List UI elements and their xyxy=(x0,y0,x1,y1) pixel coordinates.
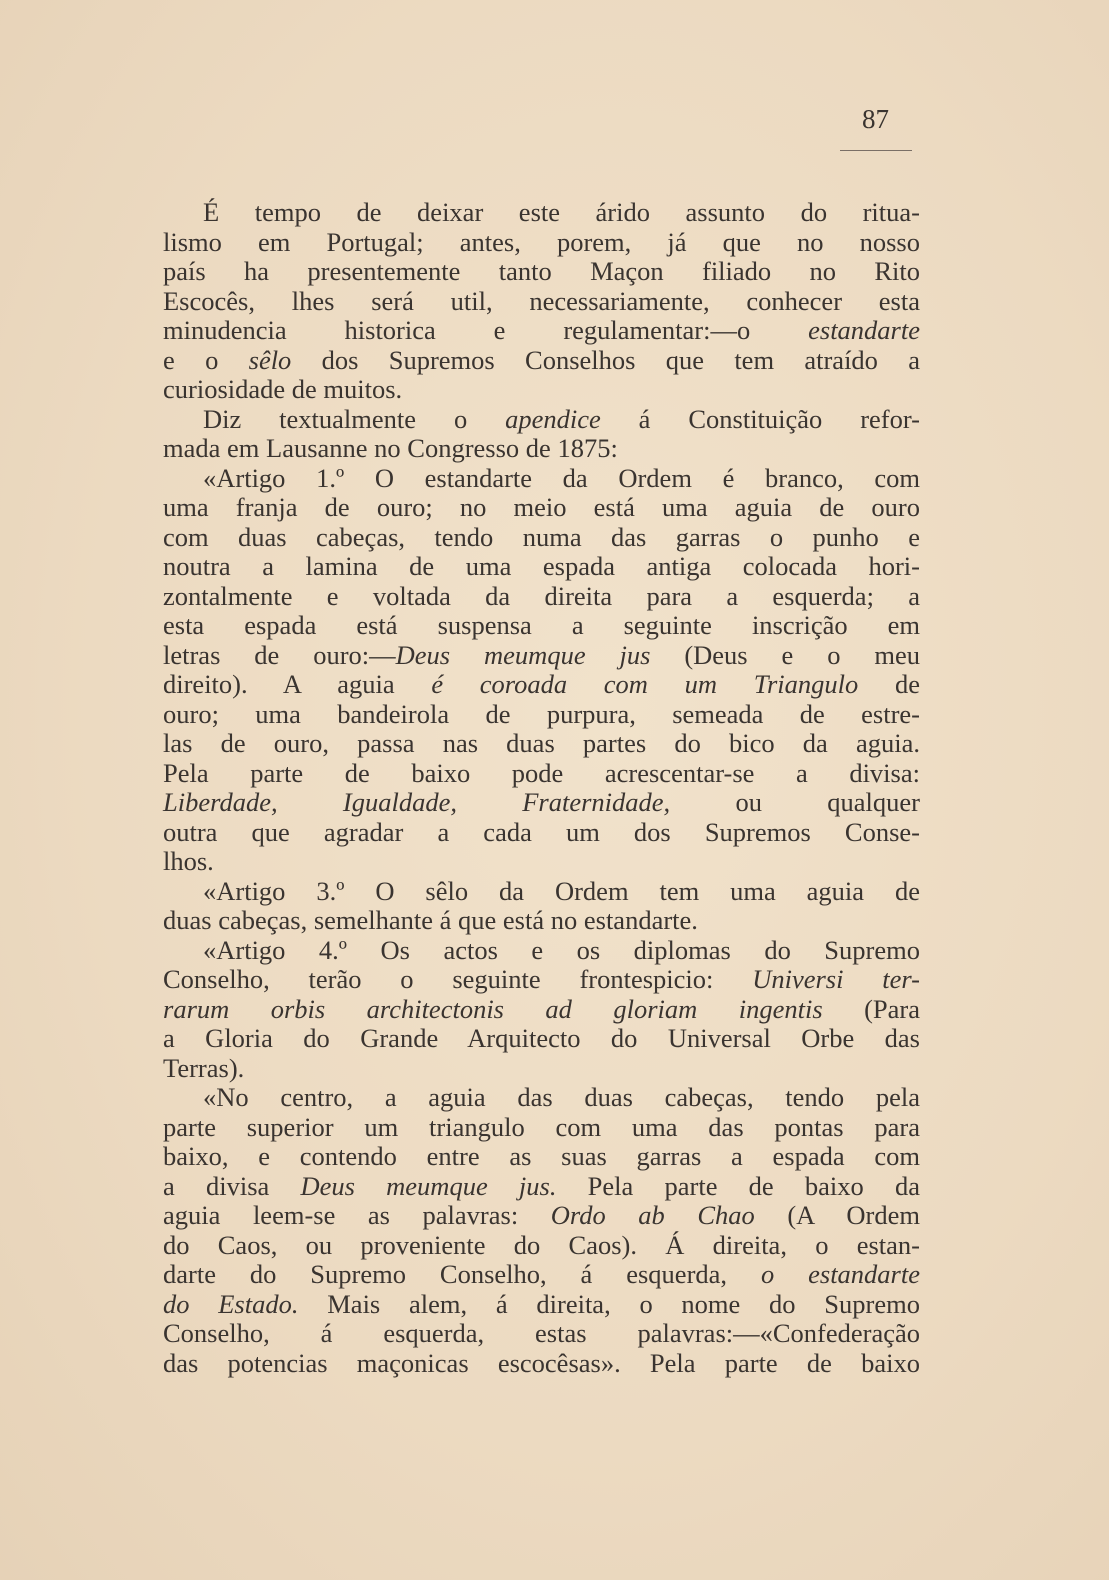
text-span: Escocês, lhes será util, necessariamente, conhecer esta xyxy=(163,285,920,316)
text-line xyxy=(163,198,920,228)
text-span: parte superior um triangulo com uma das pontas para xyxy=(163,1111,920,1142)
body-text xyxy=(163,198,920,1378)
text-line xyxy=(163,552,920,582)
text-line xyxy=(163,287,920,317)
text-span: baixo, e contendo entre as suas garras a espada com xyxy=(163,1141,920,1171)
text-span: do Caos, ou proveniente do Caos). Á direita, o estan- xyxy=(163,1229,920,1260)
header-rule xyxy=(840,150,912,151)
text-line xyxy=(163,1319,920,1349)
text-span: duas cabeças, semelhante á que está no estandarte. xyxy=(163,905,698,935)
text-line xyxy=(163,877,920,907)
text-span: Mais alem, á direita, o nome do Supremo xyxy=(298,1288,920,1319)
text-line xyxy=(163,759,920,789)
text-line xyxy=(163,405,920,435)
text-span: «No centro, a aguia das duas cabeças, tendo pela xyxy=(203,1082,920,1112)
text-span: Pela parte de baixo da xyxy=(556,1170,921,1201)
page-number: 87 xyxy=(862,104,889,134)
text-span: «Artigo 1.º O estandarte da Ordem é branco, com xyxy=(203,462,920,493)
text-line xyxy=(163,1260,920,1290)
text-span: letras de ouro:— xyxy=(163,639,396,670)
text-line xyxy=(163,1231,920,1261)
text-span: curiosidade de muitos. xyxy=(163,374,403,404)
text-span: direito). A aguia xyxy=(163,669,432,699)
text-span: com duas cabeças, tendo numa das garras o punho e xyxy=(163,521,920,552)
text-line xyxy=(163,1083,920,1113)
text-line xyxy=(163,316,920,346)
text-span: zontalmente e voltada da direita para a esquerda; a xyxy=(163,580,920,611)
text-line xyxy=(163,936,920,966)
text-line xyxy=(163,1201,920,1231)
italic-text: do Estado. xyxy=(163,1288,299,1319)
text-span: (Para xyxy=(822,993,921,1024)
italic-text: Universi ter- xyxy=(752,964,920,994)
text-line xyxy=(163,228,920,258)
text-span: las de ouro, passa nas duas partes do bico da aguia. xyxy=(163,728,920,758)
text-span: Pela parte de baixo pode acrescentar-se a divisa: xyxy=(163,757,920,788)
text-line xyxy=(163,906,920,936)
text-span: Diz textualmente o xyxy=(203,403,506,434)
text-span: É tempo de deixar este árido assunto do ritua- xyxy=(203,197,920,227)
text-span: minudencia historica e regulamentar:—o xyxy=(163,315,809,345)
text-span: «Artigo 3.º O sêlo da Ordem tem uma aguia de xyxy=(203,875,920,906)
text-line xyxy=(163,670,920,700)
text-line xyxy=(163,582,920,612)
text-span: lhos. xyxy=(163,846,214,876)
text-span: (Deus e o meu xyxy=(650,639,920,670)
italic-text: Ordo ab Chao xyxy=(550,1200,755,1230)
text-line xyxy=(163,995,920,1025)
text-line xyxy=(163,700,920,730)
text-span: Terras). xyxy=(163,1052,245,1083)
text-line xyxy=(163,847,920,877)
text-line xyxy=(163,375,920,405)
text-span: lismo em Portugal; antes, porem, já que no nosso xyxy=(163,226,920,257)
text-span: «Artigo 4.º Os actos e os diplomas do Supremo xyxy=(203,934,920,965)
text-line xyxy=(163,965,920,995)
text-line xyxy=(163,1024,920,1054)
text-line xyxy=(163,257,920,287)
text-span: Conselho, terão o seguinte frontespicio: xyxy=(163,964,753,994)
text-span: uma franja de ouro; no meio está uma aguia de ouro xyxy=(163,492,920,522)
text-span: (A Ordem xyxy=(754,1200,920,1230)
text-line xyxy=(163,464,920,494)
text-line xyxy=(163,788,920,818)
text-span: outra que agradar a cada um dos Supremos Conse- xyxy=(163,816,920,847)
text-span: darte do Supremo Conselho, á esquerda, xyxy=(163,1259,761,1289)
text-span: país ha presentemente tanto Maçon filiado no Rito xyxy=(163,256,920,286)
italic-text: estandarte xyxy=(808,315,920,345)
italic-text: Deus meumque jus xyxy=(395,639,651,670)
text-span: mada em Lausanne no Congresso de 1875: xyxy=(163,433,618,463)
text-line xyxy=(163,1054,920,1084)
italic-text: sêlo xyxy=(248,344,292,375)
text-span: Conselho, á esquerda, estas palavras:—«Confederação xyxy=(163,1318,920,1348)
text-span: e o xyxy=(163,344,249,375)
text-line xyxy=(163,434,920,464)
italic-text: Liberdade, Igualdade, Fraternidade, xyxy=(163,787,671,817)
italic-text: é coroada com um Triangulo xyxy=(431,669,859,699)
text-span: esta espada está suspensa a seguinte inscrição em xyxy=(163,610,920,640)
text-span: das potencias maçonicas escocêsas». Pela parte de baixo xyxy=(163,1347,920,1378)
text-line xyxy=(163,1172,920,1202)
italic-text: rarum orbis architectonis ad gloriam ingentis xyxy=(163,993,823,1024)
text-line xyxy=(163,818,920,848)
text-span: noutra a lamina de uma espada antiga colocada hori- xyxy=(163,551,920,581)
italic-text: apendice xyxy=(505,403,601,434)
text-span: dos Supremos Conselhos que tem atraído a xyxy=(291,344,920,375)
text-span: aguia leem-se as palavras: xyxy=(163,1200,551,1230)
text-line xyxy=(163,1290,920,1320)
italic-text: Deus meumque jus. xyxy=(300,1170,557,1201)
text-line xyxy=(163,346,920,376)
text-line xyxy=(163,611,920,641)
text-span: a divisa xyxy=(163,1170,301,1201)
text-line xyxy=(163,1349,920,1379)
text-line xyxy=(163,1113,920,1143)
text-span: ou qualquer xyxy=(670,787,920,817)
text-line xyxy=(163,1142,920,1172)
text-line xyxy=(163,641,920,671)
text-span: ouro; uma bandeirola de purpura, semeada de estre- xyxy=(163,698,920,729)
text-line xyxy=(163,523,920,553)
text-line xyxy=(163,493,920,523)
text-line xyxy=(163,729,920,759)
text-span: a Gloria do Grande Arquitecto do Universal Orbe das xyxy=(163,1023,920,1053)
text-span: á Constituição refor- xyxy=(600,403,920,434)
text-span: de xyxy=(858,669,921,699)
italic-text: o estandarte xyxy=(760,1259,920,1289)
